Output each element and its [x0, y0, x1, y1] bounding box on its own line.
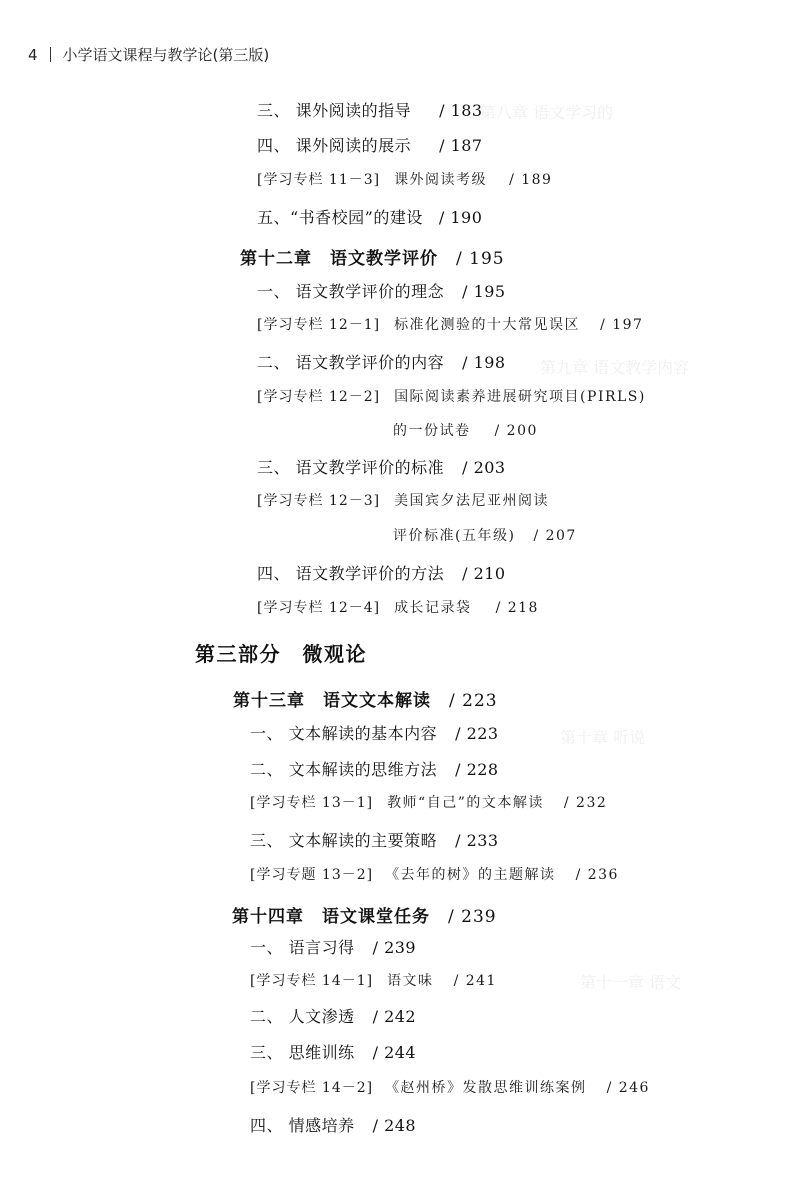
chapter-entry: [240, 244, 505, 269]
toc-entry-title: 三、 语文教学评价的标准: [257, 458, 445, 477]
toc-entry-title: 教师“自己”的文本解读: [387, 795, 544, 811]
toc-entry-title: 美国宾夕法尼亚州阅读: [394, 493, 550, 509]
toc-entry-page: / 197: [600, 317, 644, 333]
part-heading: [195, 638, 367, 667]
toc-entry-title: 一、 语言习得: [250, 938, 355, 957]
toc-entry-page: / 187: [439, 136, 483, 155]
toc-entry-title: 的一份试卷: [393, 423, 471, 439]
toc-entry-title: 二、 文本解读的思维方法: [250, 760, 438, 779]
bleed-through: 第八章 语文学习的: [480, 103, 614, 122]
study-box-tag: [学习专栏 11－3]: [257, 172, 381, 188]
toc-entry: [257, 561, 506, 584]
part-title: 第三部分 微观论: [195, 642, 367, 666]
toc-entry-title: 三、 思维训练: [250, 1043, 355, 1062]
study-box-entry: [250, 1077, 650, 1097]
bleed-through: 第十一章 语文: [580, 973, 682, 992]
study-box-tag: [学习专栏 12－3]: [257, 493, 381, 509]
toc-entry-page: / 203: [462, 458, 506, 477]
toc-entry-title: 《赵州桥》发散思维训练案例: [385, 1080, 587, 1096]
page-header: [28, 44, 269, 65]
study-box-tag: [学习专栏 14－1]: [250, 973, 374, 989]
toc-entry-page: / 239: [448, 907, 497, 927]
study-box-tag: [学习专栏 12－2]: [257, 389, 381, 405]
chapter-title: 第十二章 语文教学评价: [240, 249, 438, 269]
toc-entry-title: 二、 人文渗透: [250, 1007, 355, 1026]
header-divider: [50, 47, 51, 62]
toc-entry-title: 课外阅读考级: [394, 172, 488, 188]
toc-entry-page: / 233: [455, 831, 499, 850]
toc-entry: [257, 279, 506, 302]
toc-entry: [250, 721, 499, 744]
toc-entry-page: / 246: [606, 1080, 650, 1096]
toc-entry-page: / 239: [372, 938, 417, 957]
book-title: 小学语文课程与教学论(第三版): [62, 46, 270, 64]
toc-entry: [250, 828, 499, 851]
toc-entry-page: / 232: [563, 795, 608, 811]
study-box-entry: [257, 169, 552, 189]
study-box-tag: [学习专栏 14－2]: [250, 1080, 374, 1096]
toc-entry-title: 成长记录袋: [394, 600, 472, 616]
toc-entry-title: 四、 情感培养: [250, 1116, 355, 1135]
toc-entry: [250, 1040, 416, 1063]
chapter-entry: [233, 686, 498, 711]
bleed-through: 第九章 语文教学内容: [540, 358, 690, 377]
toc-entry-title: 国际阅读素养进展研究项目(PIRLS): [394, 389, 646, 405]
toc-entry-page: / 195: [456, 249, 505, 269]
study-box-entry: [257, 597, 539, 617]
study-box-tag: [学习专栏 12－1]: [257, 317, 381, 333]
toc-entry-title: 三、 文本解读的主要策略: [250, 831, 438, 850]
toc-entry-title: 四、 课外阅读的展示: [257, 136, 412, 155]
study-box-entry-continued: [393, 525, 577, 545]
study-box-entry: [250, 970, 497, 990]
study-box-tag: [学习专栏 13－1]: [250, 795, 374, 811]
toc-entry-page: / 189: [509, 172, 553, 188]
chapter-title: 第十三章 语文文本解读: [233, 691, 431, 711]
toc-entry-title: 《去年的树》的主题解读: [385, 867, 556, 883]
toc-entry: [257, 205, 482, 228]
toc-entry: [250, 1113, 416, 1136]
toc-entry-title: 二、 语文教学评价的内容: [257, 353, 445, 372]
toc-entry-title: 一、 语文教学评价的理念: [257, 282, 445, 301]
toc-entry-title: 四、 语文教学评价的方法: [257, 564, 445, 583]
chapter-title: 第十四章 语文课堂任务: [232, 907, 430, 927]
toc-entry-page: / 242: [372, 1007, 417, 1026]
toc-entry: [257, 350, 506, 373]
page-number: 4: [28, 46, 38, 64]
toc-entry-page: / 207: [533, 528, 577, 544]
toc-entry-title: 语文味: [387, 973, 434, 989]
toc-entry-page: / 195: [462, 282, 506, 301]
toc-entry: [257, 133, 483, 156]
toc-entry-title: 五、“书香校园”的建设: [257, 208, 423, 227]
toc-entry-page: / 198: [462, 353, 506, 372]
study-box-entry: [257, 386, 646, 406]
toc-entry-page: / 190: [438, 208, 483, 227]
study-box-entry: [250, 864, 619, 884]
toc-entry-page: / 218: [495, 600, 539, 616]
toc-entry-page: / 228: [455, 760, 499, 779]
toc-entry-page: / 183: [439, 101, 483, 120]
toc-entry-title: 三、 课外阅读的指导: [257, 101, 412, 120]
toc-entry-page: / 244: [372, 1043, 417, 1062]
toc-entry: [250, 935, 416, 958]
bleed-through: 第十章 听说: [560, 728, 646, 747]
study-box-entry-continued: [393, 420, 538, 440]
study-box-entry: [257, 490, 549, 510]
toc-entry-page: / 241: [453, 973, 497, 989]
toc-entry: [250, 757, 499, 780]
toc-entry-title: 一、 文本解读的基本内容: [250, 724, 438, 743]
toc-entry-title: 标准化测验的十大常见误区: [394, 317, 581, 333]
toc-entry-page: / 248: [372, 1116, 417, 1135]
study-box-tag: [学习专栏 12－4]: [257, 600, 381, 616]
toc-entry-page: / 200: [494, 423, 538, 439]
toc-entry: [250, 1004, 416, 1027]
toc-entry-page: / 223: [449, 691, 498, 711]
toc-entry-page: / 236: [575, 867, 619, 883]
study-box-tag: [学习专题 13－2]: [250, 867, 374, 883]
toc-entry-page: / 210: [462, 564, 506, 583]
toc-entry: [257, 455, 506, 478]
study-box-entry: [250, 792, 607, 812]
toc-entry-title: 评价标准(五年级): [393, 528, 516, 544]
toc-entry-page: / 223: [455, 724, 499, 743]
toc-entry: [257, 98, 483, 121]
study-box-entry: [257, 314, 643, 334]
chapter-entry: [232, 902, 497, 927]
